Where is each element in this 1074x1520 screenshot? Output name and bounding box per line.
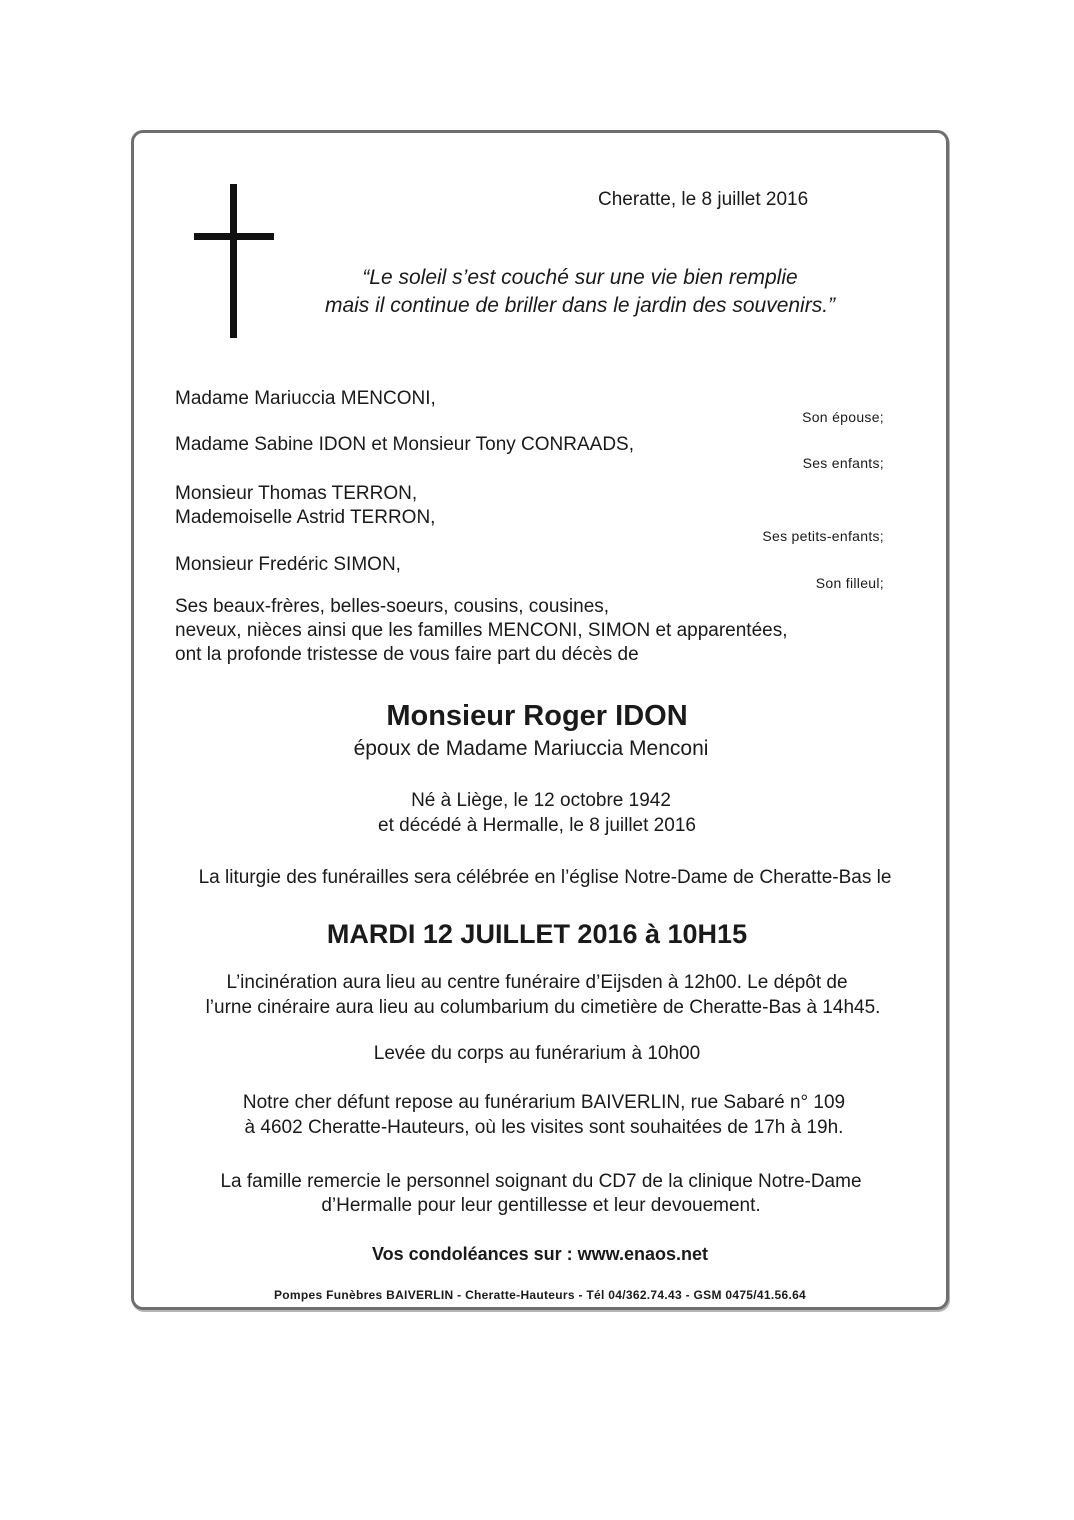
cremation-line-2: l’urne cinéraire aura lieu au columbarium du cimetière de Cheratte-Bas à 14h45. bbox=[205, 997, 881, 1018]
cremation-line-1: L’incinération aura lieu au centre funéraire d’Eijsden à 12h00. Le dépôt de bbox=[226, 972, 848, 993]
removal-line: Levée du corps au funérarium à 10h00 bbox=[373, 1043, 701, 1064]
thanks-line-1: La famille remercie le personnel soignant du CD7 de la clinique Notre-Dame bbox=[220, 1171, 862, 1192]
godson-relation: Son filleul; bbox=[815, 575, 884, 591]
condolences-line: Vos condoléances sur : www.enaos.net bbox=[371, 1244, 709, 1264]
extended-family-line-3: ont la profonde tristesse de vous faire part du décès de bbox=[175, 644, 639, 665]
thanks-line-2: d’Hermalle pour leur gentillesse et leur devouement. bbox=[321, 1195, 761, 1216]
spouse-name: Madame Mariuccia MENCONI, bbox=[175, 388, 436, 409]
grandchild-name-2: Mademoiselle Astrid TERRON, bbox=[175, 507, 436, 528]
grandchildren-relation: Ses petits-enfants; bbox=[762, 528, 884, 544]
quote-line-2: mais il continue de briller dans le jardin des souvenirs.” bbox=[324, 294, 836, 317]
rest-line-1: Notre cher défunt repose au funérarium BAIVERLIN, rue Sabaré n° 109 bbox=[242, 1092, 846, 1113]
extended-family-line-2: neveux, nièces ainsi que les familles MENCONI, SIMON et apparentées, bbox=[175, 620, 788, 641]
spouse-relation: Son épouse; bbox=[802, 409, 884, 425]
quote-line-1: “Le soleil s’est couché sur une vie bien remplie bbox=[362, 266, 798, 289]
extended-family-line-1: Ses beaux-frères, belles-soeurs, cousins, cousines, bbox=[175, 596, 610, 617]
deceased-spouse-of: époux de Madame Mariuccia Menconi bbox=[353, 737, 709, 760]
birth-line: Né à Liège, le 12 octobre 1942 bbox=[411, 790, 671, 811]
liturgy-line: La liturgie des funérailles sera célébrée en l’église Notre-Dame de Cheratte-Bas le bbox=[198, 867, 892, 888]
grandchild-name-1: Monsieur Thomas TERRON, bbox=[175, 483, 418, 504]
funeral-home-footer: Pompes Funèbres BAIVERLIN - Cheratte-Hauteurs - Tél 04/362.74.43 - GSM 0475/41.56.64 bbox=[273, 1288, 807, 1302]
children-relation: Ses enfants; bbox=[802, 455, 884, 471]
ceremony-datetime: MARDI 12 JUILLET 2016 à 10H15 bbox=[326, 919, 748, 949]
rest-line-2: à 4602 Cheratte-Hauteurs, où les visites sont souhaitées de 17h à 19h. bbox=[244, 1117, 844, 1138]
death-line: et décédé à Hermalle, le 8 juillet 2016 bbox=[378, 815, 696, 836]
godson-name: Monsieur Fredéric SIMON, bbox=[175, 554, 401, 575]
deceased-name: Monsieur Roger IDON bbox=[386, 700, 688, 732]
children-names: Madame Sabine IDON et Monsieur Tony CONRAADS, bbox=[175, 434, 634, 455]
date-line: Cheratte, le 8 juillet 2016 bbox=[598, 189, 809, 210]
